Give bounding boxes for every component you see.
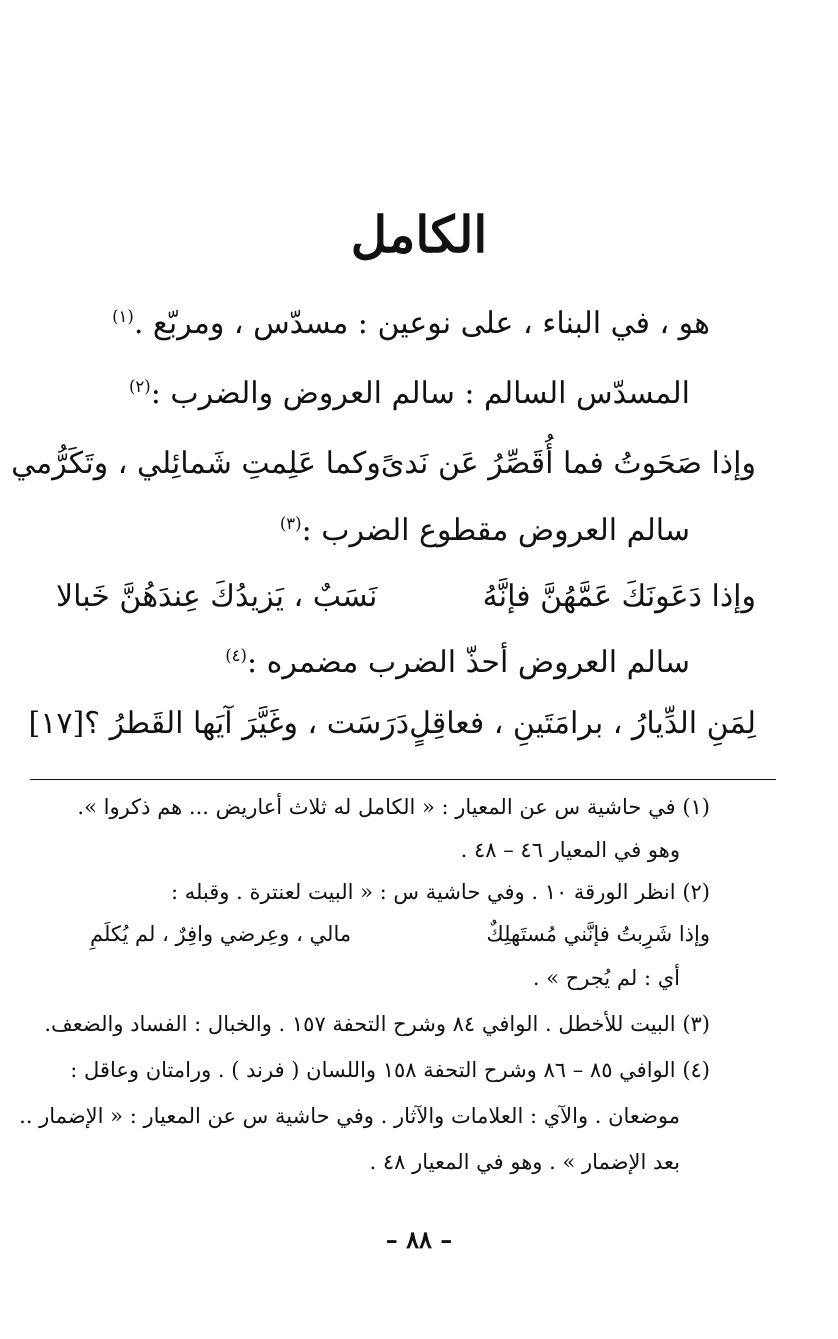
footnote-ref-3: (٣) xyxy=(279,514,302,533)
verse-2-second-hemistich: نَسَبٌ ، يَزيدُكَ عِندَهُنَّ خَبالا xyxy=(56,579,378,614)
verse-3 xyxy=(28,706,756,741)
footnote-2-verse-first: وإذا شَرِبتُ فإنَّني مُستَهلِكٌ xyxy=(486,922,710,946)
footnote-1 xyxy=(77,795,710,819)
footnote-divider xyxy=(30,779,776,780)
verse-2-first-hemistich: وإذا دَعَونَكَ عَمَّهُنَّ فإنَّهُ xyxy=(482,579,756,614)
footnote-3 xyxy=(44,1012,710,1036)
footnote-4-text: الوافي ٨٥ – ٨٦ وشرح التحفة ١٥٨ واللسان ( فرند ) . ورامتان وعاقل : xyxy=(70,1058,676,1082)
footnote-3-number: (٣) xyxy=(682,1012,710,1036)
section-heading-ahadh xyxy=(225,645,690,680)
section-heading-maqtu xyxy=(280,513,690,548)
verse-3-first-hemistich: لِمَنِ الدِّيارُ ، برامَتَينِ ، فعاقِلٍ xyxy=(409,706,756,741)
intro-text: هو ، في البناء ، على نوعين : مسدّس ، ومربّع . xyxy=(133,306,710,341)
manuscript-folio-marker: [١٧] xyxy=(28,706,85,741)
verse-3-second-hemistich xyxy=(29,706,410,741)
footnote-3-text: البيت للأخطل . الوافي ٨٤ وشرح التحفة ١٥٧ . والخبال : الفساد والضعف. xyxy=(44,1012,676,1036)
page-number: – ٨٨ – xyxy=(385,1225,453,1254)
page-title: الكامل xyxy=(350,205,488,264)
footnote-2-verse xyxy=(90,922,710,946)
footnote-ref-4: (٤) xyxy=(225,646,247,665)
footnote-2-text: انظر الورقة ١٠ . وفي حاشية س : « البيت لعنترة . وقبله : xyxy=(170,880,676,904)
verse-3-second-text: دَرَسَت ، وغَيَّرَ آيَها القَطرُ ؟ xyxy=(84,706,410,741)
footnote-2-continued: أي : لم يُجرح » . xyxy=(532,966,680,990)
footnote-1-text: في حاشية س عن المعيار : « الكامل له ثلاث أعاريض ... هم ذكروا ». xyxy=(77,795,676,819)
footnote-ref-2: (٢) xyxy=(128,377,151,396)
verse-2 xyxy=(56,579,756,614)
section-heading-hexameter xyxy=(129,376,690,411)
heading-text: المسدّس السالم : سالم العروض والضرب : xyxy=(150,376,690,411)
footnote-4-continued-2: بعد الإضمار » . وهو في المعيار ٤٨ . xyxy=(369,1150,680,1174)
verse-1 xyxy=(11,446,756,481)
footnote-1-number: (١) xyxy=(682,795,710,819)
heading-text: سالم العروض أحذّ الضرب مضمره : xyxy=(246,645,690,680)
heading-text: سالم العروض مقطوع الضرب : xyxy=(301,513,690,548)
footnote-4 xyxy=(70,1058,710,1082)
footnote-2-verse-second: مالي ، وعِرضي وافِرٌ ، لم يُكلَمِ xyxy=(90,922,352,946)
footnote-1-continued: وهو في المعيار ٤٦ – ٤٨ . xyxy=(460,838,680,862)
footnote-4-number: (٤) xyxy=(682,1058,710,1082)
footnote-2 xyxy=(171,880,710,904)
verse-1-first-hemistich: وإذا صَحَوتُ فما أُقَصِّرُ عَن نَدىً xyxy=(380,446,756,481)
verse-1-second-hemistich: وكما عَلِمتِ شَمائِلي ، وتَكَرُّمي xyxy=(11,446,381,481)
footnote-2-number: (٢) xyxy=(682,880,710,904)
footnote-4-continued-1: موضعان . والآي : العلامات والآثار . وفي حاشية س عن المعيار : « الإضمار .. xyxy=(19,1104,680,1128)
intro-line xyxy=(112,306,710,341)
footnote-ref-1: (١) xyxy=(112,307,134,326)
